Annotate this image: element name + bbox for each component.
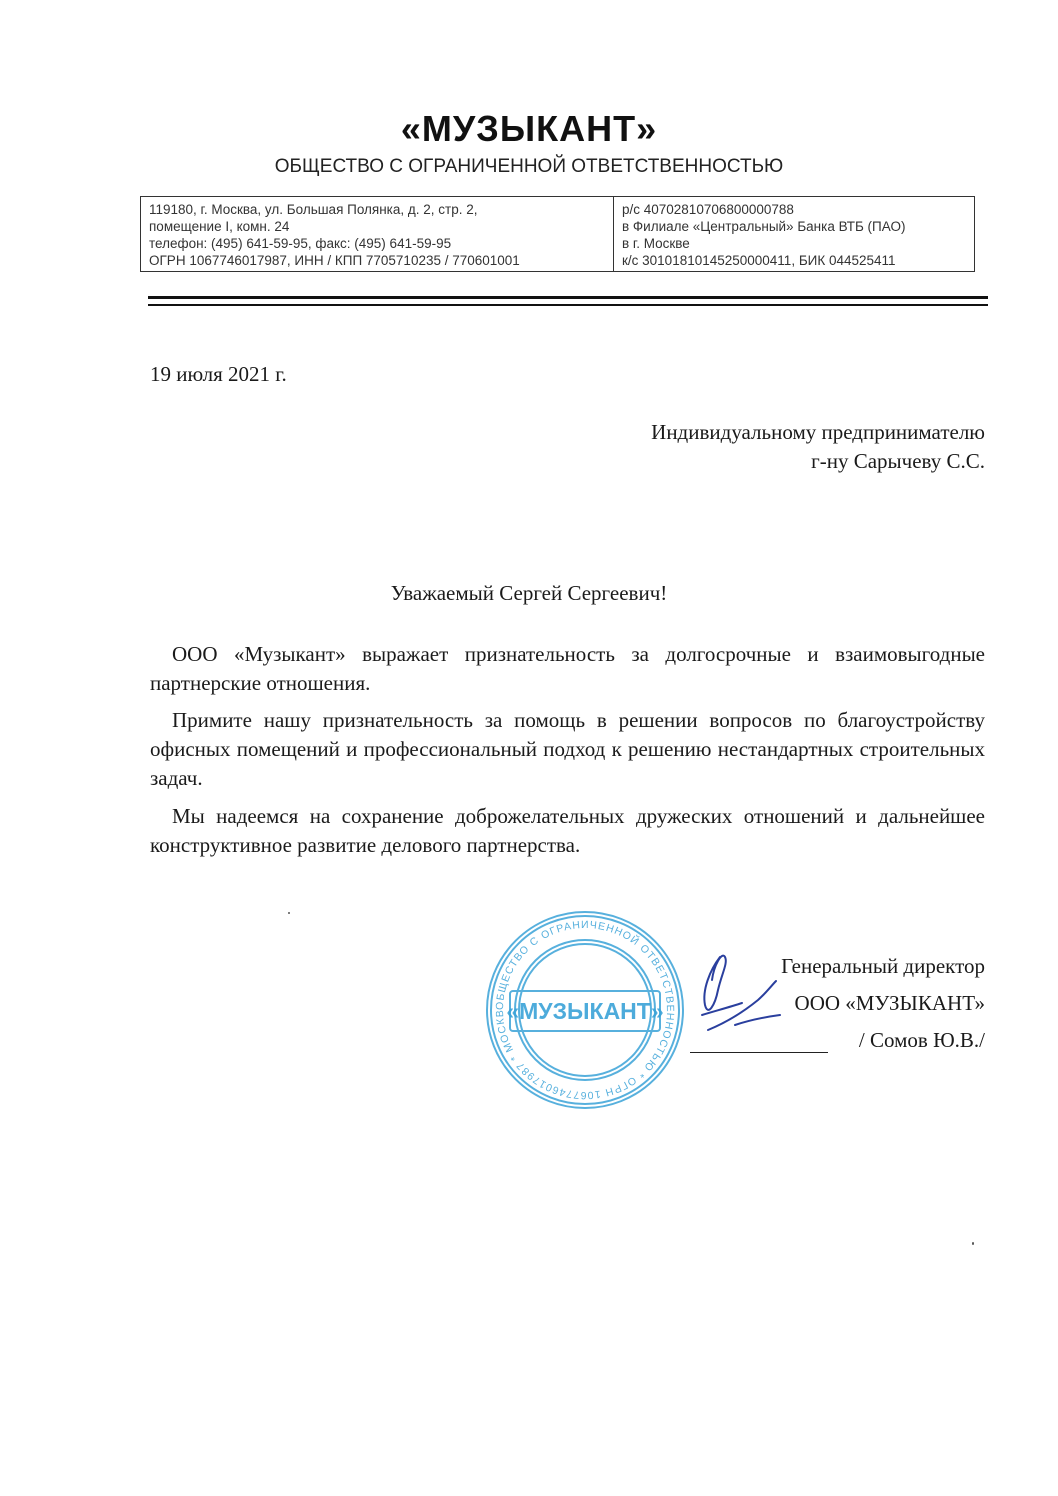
requisites-table — [140, 196, 975, 272]
letter-date: 19 июля 2021 г. — [150, 362, 287, 386]
addressee-line: Индивидуальному предпринимателю — [651, 420, 985, 444]
scan-speck — [972, 1242, 974, 1245]
bank-name-line: в Филиале «Центральный» Банка ВТБ (ПАО) — [622, 219, 906, 234]
signatory-name: / Сомов Ю.В./ — [858, 1028, 985, 1052]
body-paragraph: Мы надеемся на сохранение доброжелательных дружеских отношений и дальнейшее конструктивное развитие делового партнерства. — [150, 804, 985, 857]
body-paragraph: ООО «Музыкант» выражает признательность за долгосрочные и взаимовыгодные партнерские отношения. — [150, 642, 985, 695]
address-line: помещение I, комн. 24 — [149, 219, 290, 234]
signatory-organization: ООО «МУЗЫКАНТ» — [794, 991, 985, 1015]
signatory-title: Генеральный директор — [781, 954, 985, 978]
scan-speck — [288, 912, 290, 914]
stamp-center-text: «МУЗЫКАНТ» — [506, 998, 664, 1024]
addressee — [651, 418, 985, 476]
registration-line: ОГРН 1067746017987, ИНН / КПП 7705710235 / 770601001 — [149, 253, 520, 268]
requisites-bank — [614, 197, 974, 271]
requisites-address — [141, 197, 614, 271]
bank-codes-line: к/с 30101810145250000411, БИК 044525411 — [622, 253, 896, 268]
signature-block — [781, 948, 985, 1059]
bank-city-line: в г. Москве — [622, 236, 690, 251]
stamp-seal-icon — [480, 905, 690, 1115]
body-paragraph: Примите нашу признательность за помощь в решении вопросов по благоустройству офисных помещений и профессиональный подход к решению нестандартных строительных задач. — [150, 708, 985, 790]
company-stamp — [480, 905, 690, 1120]
addressee-line: г-ну Сарычеву С.С. — [811, 449, 985, 473]
bank-account-line: р/с 40702810706800000788 — [622, 202, 794, 217]
svg-text:ОБЩЕСТВО С ОГРАНИЧЕННОЙ ОТВЕТС: ОБЩЕСТВО С ОГРАНИЧЕННОЙ ОТВЕТСТВЕННОСТЬЮ * ОГРН 1067746017987 * МОСКВ — [493, 918, 677, 1102]
company-name: «МУЗЫКАНТ» — [400, 108, 658, 149]
company-legal-form: ОБЩЕСТВО С ОГРАНИЧЕННОЙ ОТВЕТСТВЕННОСТЬЮ — [274, 156, 784, 177]
header-divider-thin — [148, 304, 988, 306]
phone-line: телефон: (495) 641-59-95, факс: (495) 641-59-95 — [149, 236, 452, 251]
salutation: Уважаемый Сергей Сергеевич! — [390, 581, 668, 605]
header-divider-thick — [148, 296, 988, 299]
address-line: 119180, г. Москва, ул. Большая Полянка, д. 2, стр. 2, — [149, 202, 478, 217]
